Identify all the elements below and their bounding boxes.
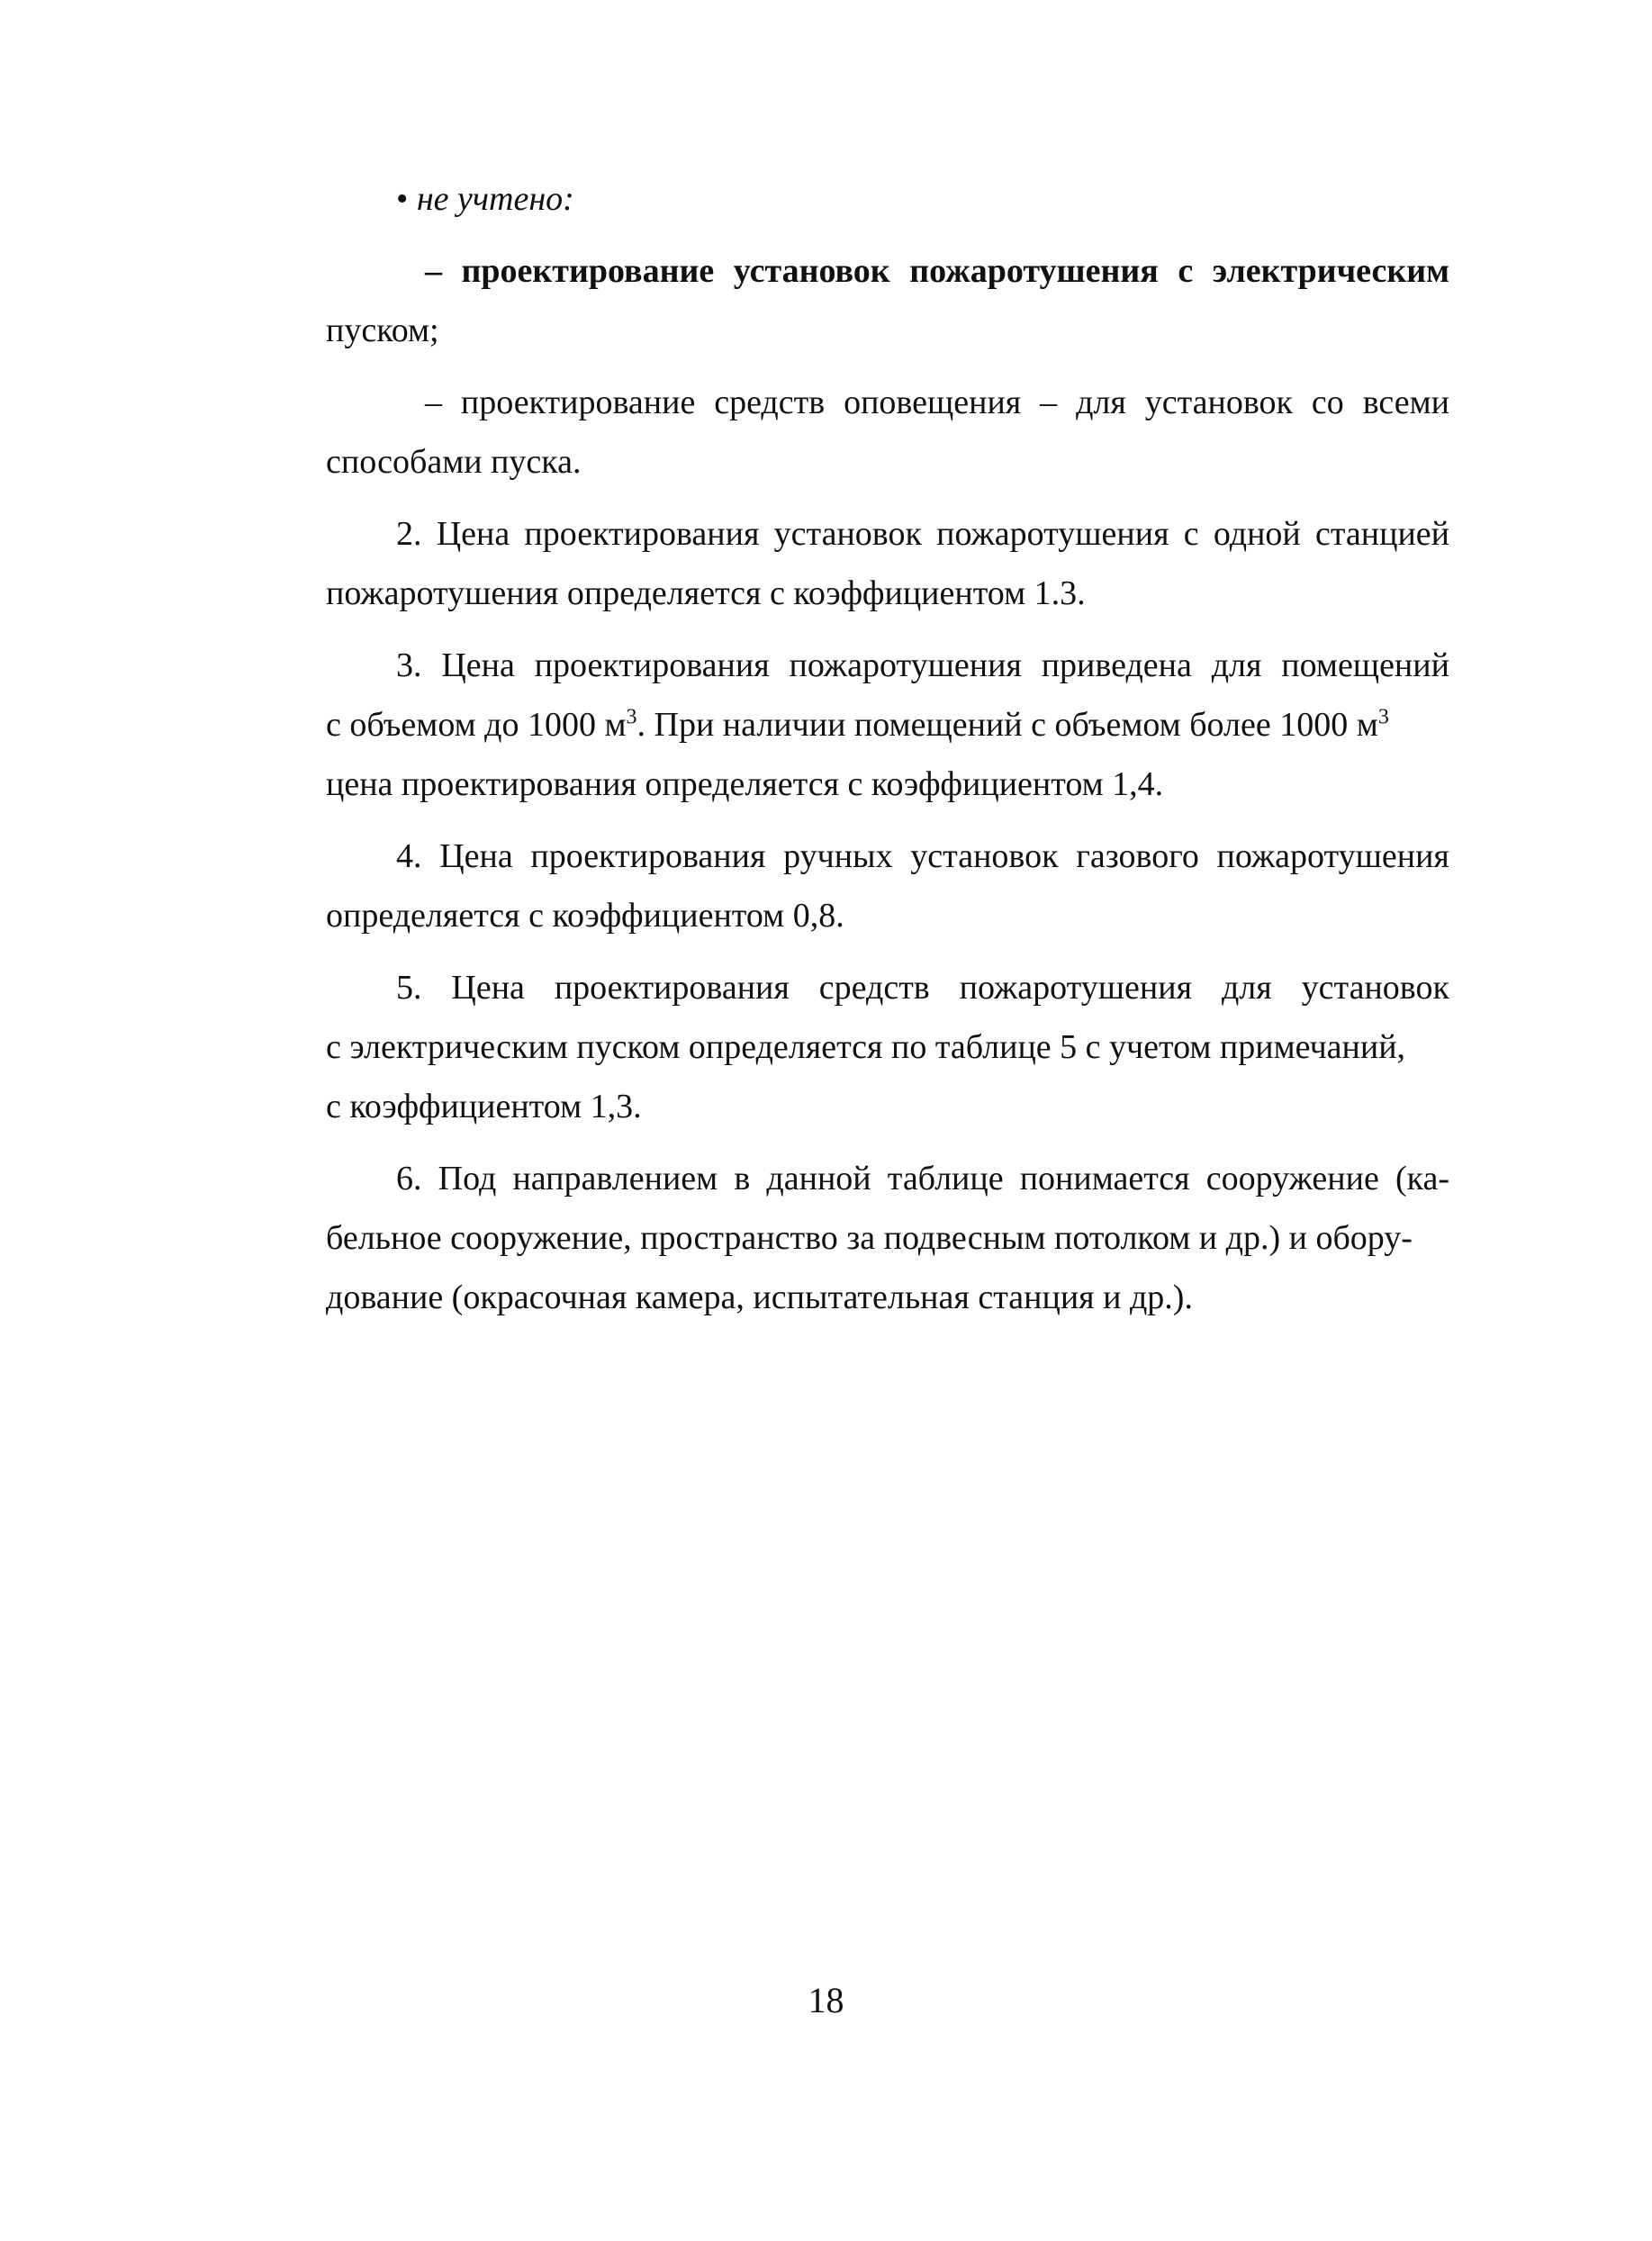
not-included-item-2-line-2: способами пуска. (326, 443, 582, 481)
note-6-line-2: бельное сооружение, пространство за подвесным потолком и др.) и обору- (326, 1219, 1413, 1257)
page-text (326, 169, 1449, 1327)
not-included-item-1-line-2: пуском; (326, 312, 439, 349)
note-3-line-2: с объемом до 1000 $м^3$. При наличии помещений с объемом более 1000 $м^3$ (326, 705, 1389, 744)
note-5-line-1: 5. Цена проектирования средств пожаротушения для установок (396, 969, 1449, 1007)
note-3-line-3: цена проектирования определяется с коэффициентом 1,4. (326, 765, 1164, 803)
note-2-line-1: 2. Цена проектирования установок пожаротушения с одной станцией (396, 515, 1449, 553)
bullet-heading (326, 169, 1449, 229)
note-4-line-1: 4. Цена проектирования ручных установок газового пожаротушения (396, 837, 1449, 875)
note-6-line-3: дование (окрасочная камера, испытательная станция и др.). (326, 1279, 1193, 1316)
superscript-cubic: 3 (1377, 705, 1389, 729)
note-6-line-1: 6. Под направлением в данной таблице понимается сооружение (ка- (396, 1160, 1449, 1197)
note-5-line-3: с коэффициентом 1,3. (326, 1088, 642, 1125)
bullet-marker: • (396, 180, 409, 218)
page-number: 18 (808, 1980, 844, 2020)
note-2-line-2: пожаротушения определяется с коэффициентом 1.3. (326, 574, 1086, 612)
note-5-line-2: с электрическим пуском определяется по таблице 5 с учетом примечаний, (326, 1028, 1406, 1066)
note-3-line-1: 3. Цена проектирования пожаротушения приведена для помещений (396, 646, 1449, 684)
not-included-item-2-line-1: – проектирование средств оповещения – для установок со всеми (425, 384, 1449, 421)
superscript-cubic: 3 (626, 705, 637, 729)
not-included-item-1-line-1: – проектирование установок пожаротушения с электрическим (425, 252, 1449, 290)
note-4-line-2: определяется с коэффициентом 0,8. (326, 897, 844, 935)
bullet-label: не учтено: (416, 180, 574, 218)
